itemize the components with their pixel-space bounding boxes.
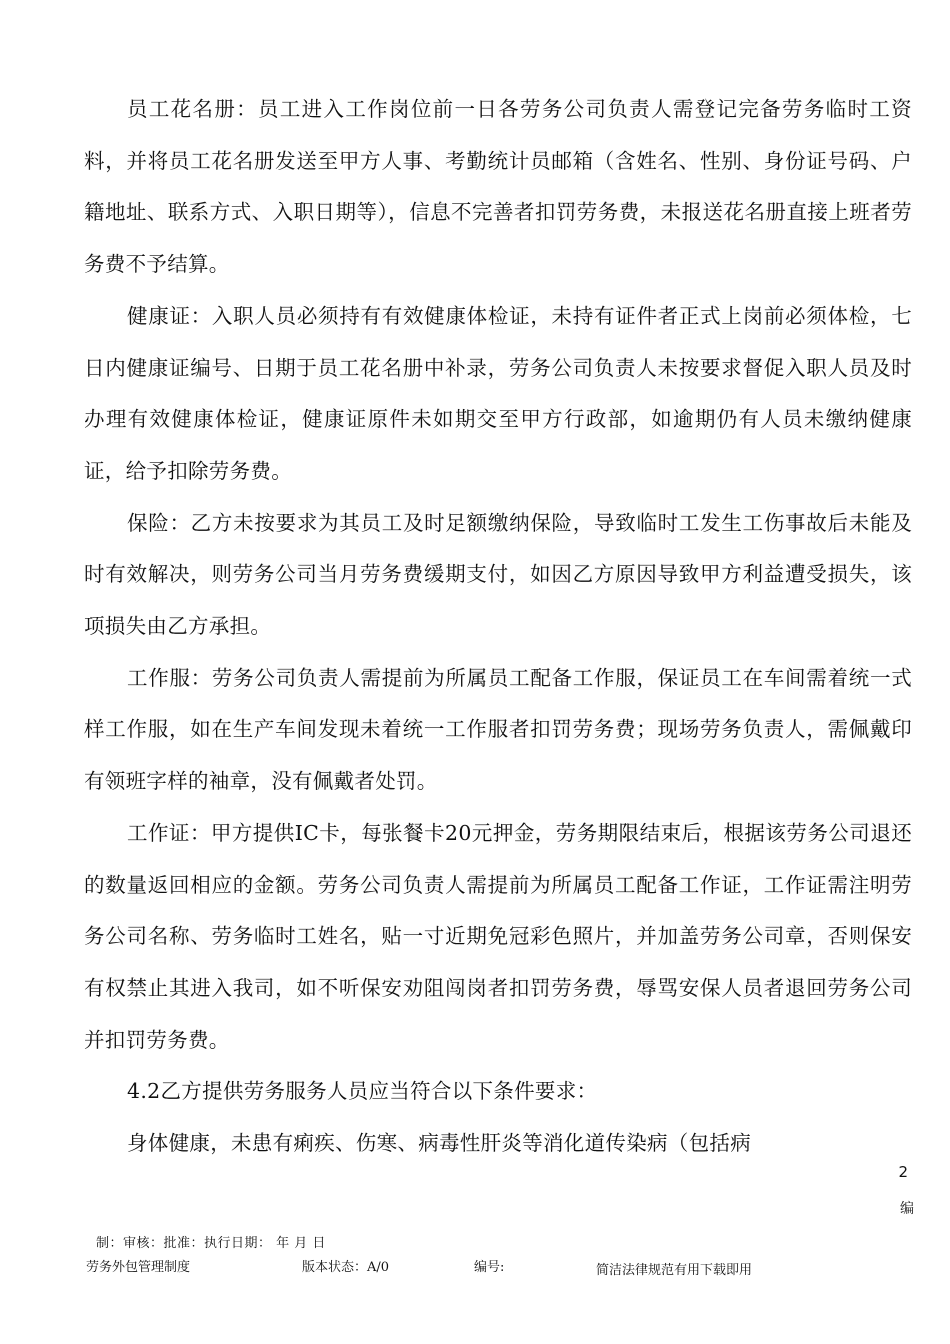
footer-signoff-line: 制：审核：批准：执行日期： 年 月 日 bbox=[96, 1236, 326, 1251]
paragraph-roster: 员工花名册：员工进入工作岗位前一日各劳务公司负责人需登记完备劳务临时工资料，并将员工花名册发送至甲方人事、考勤统计员邮箱（含姓名、性别、身份证号码、户籍地址、联系方式、入职日期等），信息不完善者扣罚劳务费，未报送花名册直接上班者劳务费不予结算。 bbox=[84, 97, 912, 277]
paragraph-work-card: 工作证：甲方提供IC卡，每张餐卡20元押金，劳务期限结束后，根据该劳务公司退还的数量返回相应的金额。劳务公司负责人需提前为所属员工配备工作证，工作证需注明劳务公司名称、劳务临时工姓名，贴一寸近期免冠彩色照片，并加盖劳务公司章，否则保安有权禁止其进入我司，如不听保安劝阻闯岗者扣罚劳务费，辱骂安保人员者退回劳务公司并扣罚劳务费。 bbox=[84, 820, 912, 1052]
footer-version-status: 版本状态：A/0 bbox=[302, 1260, 390, 1275]
paragraph-work-uniform: 工作服：劳务公司负责人需提前为所属员工配备工作服，保证员工在车间需着统一式样工作服，如在生产车间发现未着统一工作服者扣罚劳务费；现场劳务负责人，需佩戴印有领班字样的袖章，没有佩戴者处罚。 bbox=[84, 665, 912, 794]
page-number: 2 bbox=[898, 1163, 908, 1181]
footer-doc-title: 劳务外包管理制度 bbox=[86, 1260, 191, 1275]
footer-number-label: 编号: bbox=[474, 1260, 505, 1275]
paragraph-health-certificate: 健康证：入职人员必须持有有效健康体检证，未持有证件者正式上岗前必须体检，七日内健康证编号、日期于员工花名册中补录，劳务公司负责人未按要求督促入职人员及时办理有效健康体检证，健康证原件未如期交至甲方行政部，如逾期仍有人员未缴纳健康证，给予扣除劳务费。 bbox=[84, 303, 912, 483]
footer-tagline: 简洁法律规范有用下载即用 bbox=[596, 1263, 753, 1278]
document-body bbox=[84, 84, 912, 1170]
paragraph-insurance: 保险：乙方未按要求为其员工及时足额缴纳保险，导致临时工发生工伤事故后未能及时有效解决，则劳务公司当月劳务费缓期支付，如因乙方原因导致甲方利益遭受损失，该项损失由乙方承担。 bbox=[84, 510, 912, 639]
paragraph-section-4-2: 4.2乙方提供劳务服务人员应当符合以下条件要求： bbox=[127, 1079, 598, 1104]
footer-bian-label: 编 bbox=[900, 1201, 914, 1217]
paragraph-health-requirement: 身体健康，未患有痢疾、伤寒、病毒性肝炎等消化道传染病（包括病 bbox=[127, 1131, 751, 1156]
